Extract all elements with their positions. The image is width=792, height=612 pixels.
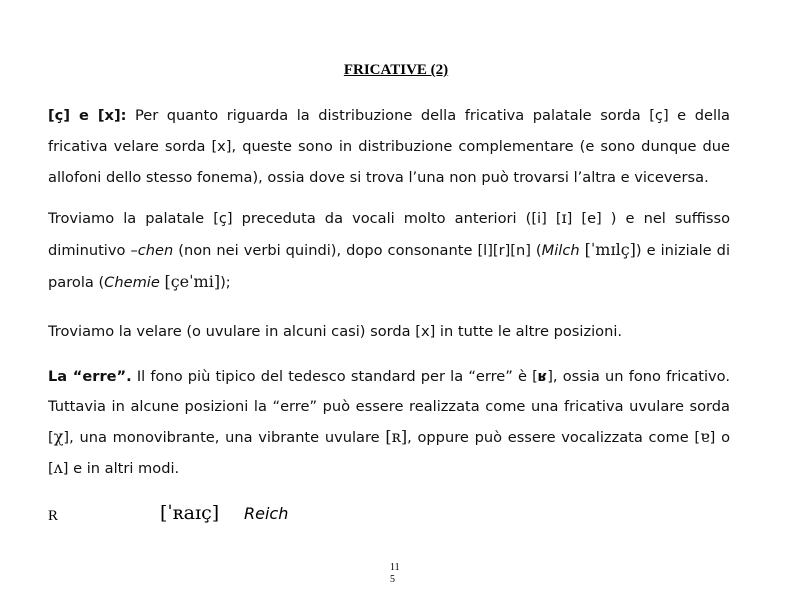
ipa-symbol: χ: [53, 427, 64, 446]
ipa-symbol: [ʀ]: [385, 427, 408, 446]
page-number: [390, 562, 400, 586]
page-title: FRICATIVE (2): [343, 62, 449, 78]
ipa-symbol: ɪ: [561, 208, 567, 227]
text-segment: , oppure può essere vocalizzata come [: [407, 429, 701, 446]
example-word: Milch: [541, 242, 580, 259]
text-segment: (non nei verbi quindi), dopo consonante [l][r][n] (: [173, 242, 542, 259]
example-word: Reich: [244, 504, 289, 523]
ipa-transcription: [çeˈmi]: [164, 272, 221, 291]
ipa-symbol: ɐ: [700, 427, 710, 446]
text-segment: ], una monovibrante, una vibrante uvulare: [63, 429, 386, 446]
ipa-symbol: ʁ: [537, 368, 548, 385]
example-row: [48, 502, 448, 530]
suffix-word: chen: [137, 242, 174, 259]
text-segment: ) e iniziale di parola (: [48, 242, 730, 291]
ipa-transcription: [ˈmɪlç]: [584, 240, 636, 259]
text-segment: ] [e] ) e nel suffisso diminutivo –: [48, 210, 730, 259]
ipa-symbol: ʌ: [53, 458, 63, 477]
example-ipa: [ˈʀaɪç]: [160, 502, 220, 524]
paragraph-velar: Troviamo la velare (o uvulare in alcuni casi) sorda [x] in tutte le altre posizioni.: [48, 323, 623, 340]
text-segment: ] o [: [48, 429, 730, 477]
page-number-line: 5: [390, 574, 395, 585]
text-segment: Il fono più tipico del tedesco standard per la “erre” è [: [131, 368, 538, 385]
paragraph-text: Per quanto riguarda la distribuzione della fricativa palatale sorda [ç] e della fricativa velare sorda [x], queste sono in distribuzione complementare (e sono dunque due allofoni dello stesso fonema), ossia dove si trova l’una non può trovarsi l’altra e viceversa.: [48, 107, 731, 186]
text-segment: ], ossia un fono fricativo. Tuttavia in alcune posizioni la “erre” può essere realizzata come una fricativa uvulare sorda [: [48, 368, 730, 446]
page-number-line: 11: [390, 562, 400, 573]
text-segment: ] e in altri modi.: [62, 460, 180, 477]
paragraph-lead: La “erre”.: [48, 368, 132, 385]
example-letter: R: [48, 508, 59, 524]
text-segment: Troviamo la palatale [ç] preceduta da vocali molto anteriori ([i] [: [48, 210, 562, 227]
paragraph-erre: [48, 362, 730, 484]
example-word: Chemie: [104, 274, 160, 291]
paragraph-fricatives-distribution: [48, 100, 730, 193]
text-segment: );: [220, 274, 231, 291]
paragraph-lead: [ç] e [x]:: [48, 107, 127, 124]
paragraph-palatal: [48, 202, 730, 298]
